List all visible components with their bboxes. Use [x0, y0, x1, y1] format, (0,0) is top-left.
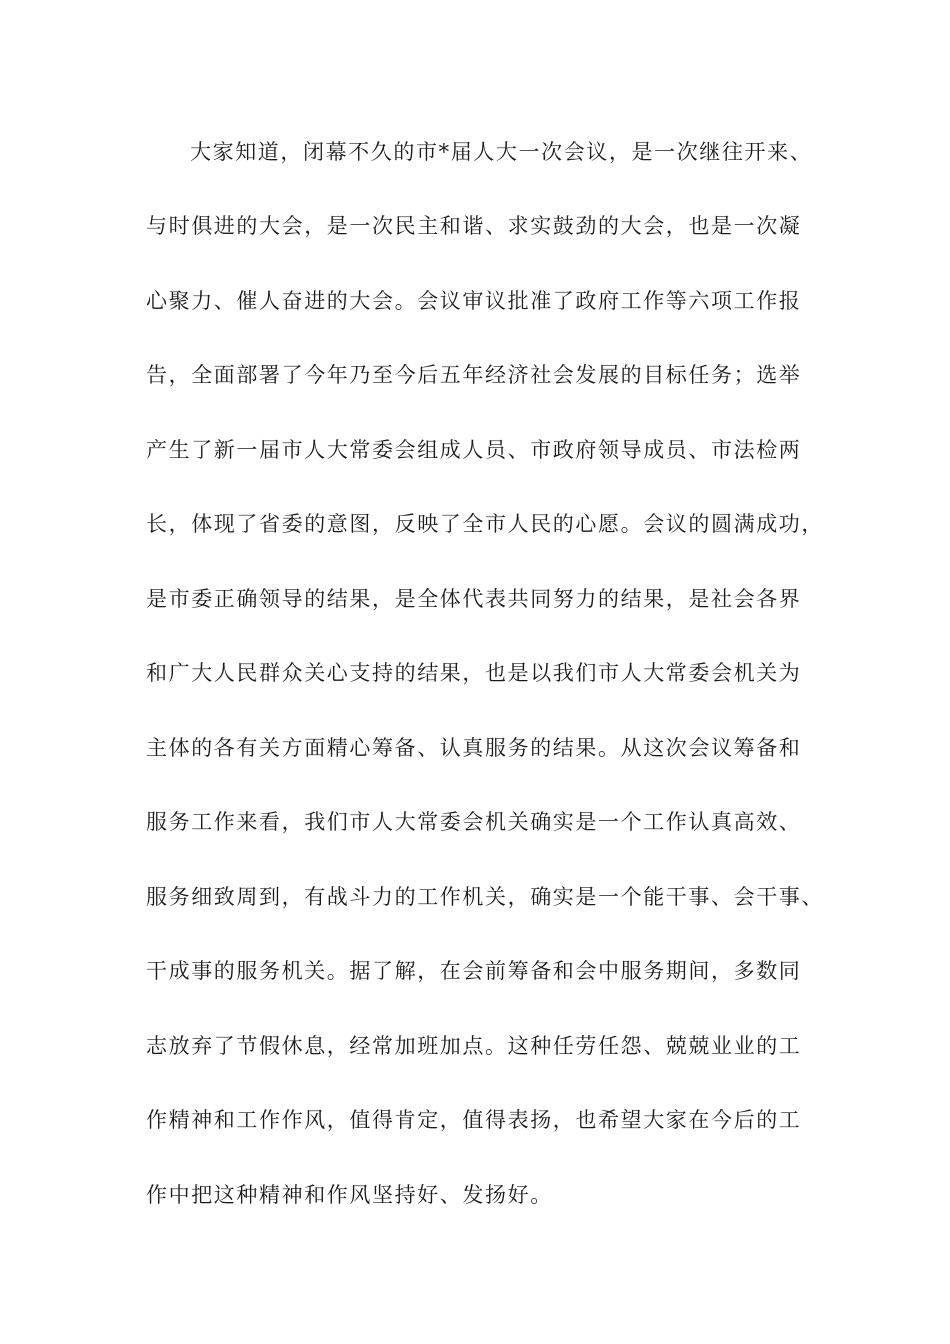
paragraph-line: 是市委正确领导的结果，是全体代表共同努力的结果，是社会各界: [146, 587, 802, 611]
paragraph-line: 产生了新一届市人大常委会组成人员、市政府领导成员、市法检两: [146, 438, 802, 462]
paragraph-line: 志放弃了节假休息，经常加班加点。这种任劳任怨、兢兢业业的工: [146, 1034, 802, 1058]
paragraph-line: 心聚力、催人奋进的大会。会议审议批准了政府工作等六项工作报: [146, 289, 802, 313]
paragraph-line: 服务细致周到，有战斗力的工作机关，确实是一个能干事、会干事、: [146, 885, 824, 909]
paragraph-line: 服务工作来看，我们市人大常委会机关确实是一个工作认真高效、: [146, 810, 802, 834]
paragraph-line: 干成事的服务机关。据了解，在会前筹备和会中服务期间，多数同: [146, 959, 802, 983]
paragraph-line: 作精神和工作作风，值得肯定，值得表扬，也希望大家在今后的工: [146, 1108, 802, 1132]
paragraph-line: 长，体现了省委的意图，反映了全市人民的心愿。会议的圆满成功，: [146, 512, 824, 536]
paragraph-line: 作中把这种精神和作风坚持好、发扬好。: [146, 1183, 553, 1207]
paragraph-line: 主体的各有关方面精心筹备、认真服务的结果。从这次会议筹备和: [146, 736, 802, 760]
paragraph-line: 和广大人民群众关心支持的结果，也是以我们市人大常委会机关为: [146, 661, 802, 685]
paragraph-line: 大家知道，闭幕不久的市*届人大一次会议，是一次继往开来、: [190, 140, 813, 164]
paragraph-line: 告，全面部署了今年乃至今后五年经济社会发展的目标任务；选举: [146, 363, 802, 387]
paragraph-line: 与时俱进的大会，是一次民主和谐、求实鼓劲的大会，也是一次凝: [146, 214, 802, 238]
